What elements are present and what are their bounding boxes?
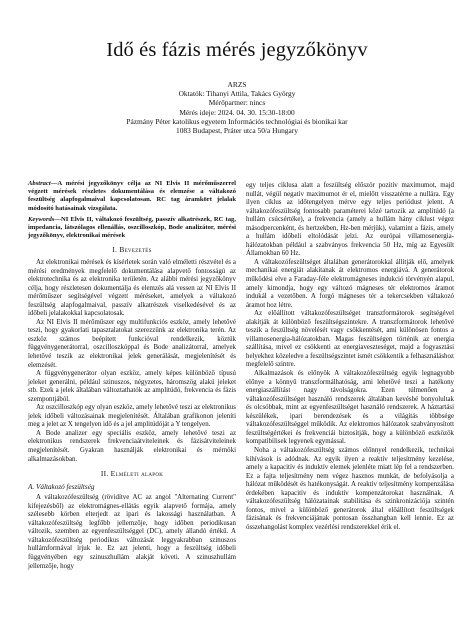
right-paragraph-3: Az előállított váltakozófeszültséget transzformátorok segítségével alakítják át különböző feszültségszintekre. A transzformátorok lehetővé teszik a feszültség növelését vagy csökkentését, ami különösen fontos a villamosenergia-hálózatokban. Magas feszültségen történik az energia szállítása, mivel ez csökkenti az energiaveszteséget, majd a fogyasztási helyekhez közeledve a feszültségszintet ismét csökkentik a felhasználáshoz megfelelő szintre. — [246, 310, 454, 369]
section-heading-intro: I. Bevezetés — [112, 245, 152, 255]
header-block — [0, 80, 474, 135]
group-name: ARZS — [227, 80, 247, 89]
address-line: 1083 Budapest, Práter utca 50/a Hungary — [176, 126, 298, 136]
university-line: Pázmány Péter katolikus egyetem Információs technológiai és bionikai kar — [126, 116, 348, 126]
abstract-text: —A mérési jegyzőkönyv célja az NI Elvis II mérőműszerrel végzett mérések részletes dokumentálása és elemzése a váltakozó feszültség alapfogalmaival kapcsolatosan. RC tag áramkört jelalak módosító hatásainak vizsgálata. — [28, 180, 236, 212]
intro-paragraph-1: Az elektronikai mérések és kísérletek során való elméletti részvétel és a mérési eredmények megfelelő dokumentálása alapvető fontosságú az elektrotechnika és az elektronika területén. Az alábbi mérési jegyzőkönyv célja, hogy részletesen dokumentálja és elemzés alá vessen az NI Elvis II mérőműszer segítségével végzett méréseket, amelyek a váltakozó feszültség alapfogalmaival, passzív alkatrészek viselkedésével és az időbeli jelalakokkal kapcsolatosak. — [28, 258, 236, 318]
keywords-text: —NI Elvis II, váltakozó feszültség, passzív alkatrészek, RC tag, impedancia, látszólagos ellenállás, oszcilloszkóp, Bode analizátor, mérési jegyzőkönyv, elektronikai mérések — [28, 215, 236, 240]
right-paragraph-1: egy teljes ciklusa alatt a feszültség először pozitív maximumot, majd nullát, végül negatív maximumot ér el, mielőtt visszatérne a nullára. Egy ilyen ciklus az időtengelyen mérve egy teljes periódust jelent. A váltakozófeszültség fontosabb paraméterei közé tartozik az amplitúdó (a hullám csúcsértéke), a frekvencia (amely a hullám hány ciklust végez másodpercenként, és hertzekben, Hz-ben mérjük), valamint a fázis, amely a hullám időbeli eltolódását jelzi. Az európai villamosenergia-hálózatokban például a szabványos frekvencia 50 Hz, míg az Egyesült Államokban 60 Hz. — [246, 182, 454, 258]
intro-paragraph-4: Az oszcilloszkóp egy olyan eszköz, amely lehetővé teszi az elektronikus jelek időbeli változásainak megjelenítését. Általában grafikonon jeleníti meg a jelet az X tengelyen idő és a jel amplitúdóját a Y tengelyen. — [28, 404, 236, 429]
date-line: Mérés ideje: 2024. 04. 30. 15:30-18:00 — [179, 107, 295, 117]
intro-paragraph-2: Az NI Elvis II mérőműszer egy multifunkciós eszköz, amely lehetővé teszi, hogy gyakorlati tapasztalatokat szerezzünk az elektronika terén. Az eszköz számos beépített funkcióval rendelkezik, köztük függvénygenerátorral, oszcilloszkóppal és Bode analizátorral, amelyek lehetővé teszik az elektronikai jelek generálását, megjelenítését és elemzését. — [28, 318, 236, 369]
left-column — [28, 180, 236, 571]
intro-paragraph-5: A Bode analizer egy speciális eszköz, amely lehetővé teszi az elektronikus rendszerek frekvenciaátviteleinek és fázisátviteleinek megjelenítését. Gyakran használják elektronikai és mérnöki alkalmazásokban. — [28, 429, 236, 463]
abstract-paragraph — [28, 180, 236, 213]
keywords-label: Keywords — [28, 215, 55, 223]
right-paragraph-4: Alkalmazások és előnyök A váltakozófeszültség egyik legnagyobb előnye a könnyű transzformálhatóság, ami lehetővé teszi a hatékony energiaszállítást nagy távolságokra. Ezen túlmenően a váltakozófeszültséget használó rendszerek általában kevésbé bonyolultak és olcsóbbak, mint az egyenfeszültséget használó rendszerek. A háztartási készülékek, ipari berendezések és a világítás többsége váltakozófeszültséggel működik. Az elektromos hálózatok szabványosított feszültségértékei és frekvenciái biztosítják, hogy a különböző eszközök kompatibilisek legyenek egymással. — [246, 370, 454, 446]
section-heading-theory: II. Elméleti alapok — [100, 469, 164, 479]
right-paragraph-5: Noha a váltakozófeszültség számos előnnyel rendelkezik, technikai kihívások is adódnak. Az egyik ilyen a reaktív teljesítmény kezelése, amely a kapacitív és induktív elemek jelenléte miatt lép fel a rendszerben. Ez a fajta teljesítmény nem végez hasznos munkát, de befolyásolja a hálózat működését és hatékonyságát. A reaktív teljesítmény kompenzálása érdekében kapacitív és induktív kompenzátorokat használnak. A váltakozófeszültség hálózatainak stabilitása és szinkronizációja szintén fontos, mivel a különböző generátorok által előállított feszültségek fázisának és frekvenciájának pontosan összhangban kell lennie. Ez az összehangolást komplex vezérlési rendszerekkel érik el. — [246, 446, 454, 531]
subsection-heading-ac: A. Váltakozó feszültség — [28, 482, 95, 491]
right-column — [246, 182, 454, 532]
document-title: Idő és fázis mérés jegyzőkönyv — [106, 39, 368, 61]
abstract-label: Abstract — [28, 180, 51, 187]
keywords-paragraph — [28, 216, 236, 241]
partner-line: Mérőpartner: nincs — [208, 98, 266, 108]
instructors-line: Oktatók: Tihanyi Attila, Takács György — [178, 89, 296, 99]
theory-paragraph-1: A váltakozófeszültség (rövidítve AC az angol "Alternating Current" kifejezésből) az elektromágnes-ellátás egyik alapvető formája, amely szélesebb körben elterjedt az ipari és lakossági használatban. A váltakozófeszültség legfőbb jellemzője, hogy időben periodikusan változik, szemben az egyenfeszültséggel (DC), amely állandó értékű. A váltakozófeszültség periodikus változását leggyakrabban szinuszos hullámformával írjuk le. Ez azt jelenti, hogy a feszültség időbeli függvényében egy szinuszhullám alakját követi. A szinuszhullám jellemzője, hogy — [28, 494, 236, 570]
intro-paragraph-3: A függvénygenerátor olyan eszköz, amely képes különböző típusú jeleket generálni, például szinuszos, négyzetes, háromszög alakú jeleket stb. Ezek a jelek általában változtathatók az amplitúdó, frekvencia és fázis szempontjából. — [28, 370, 236, 403]
right-paragraph-2: A váltakozófeszültséget általában generátorokkal állítják elő, amelyek mechanikai energiát alakítanak át elektromos energiává. A generátorok működési elve a Faraday-féle elektromágneses indukció törvényén alapul, amely kimondja, hogy egy változó mágneses tér elektromos áramot indukál a vezetőben. A forgó mágneses tér a tekercsekben váltakozó áramot hoz létre. — [246, 258, 454, 309]
